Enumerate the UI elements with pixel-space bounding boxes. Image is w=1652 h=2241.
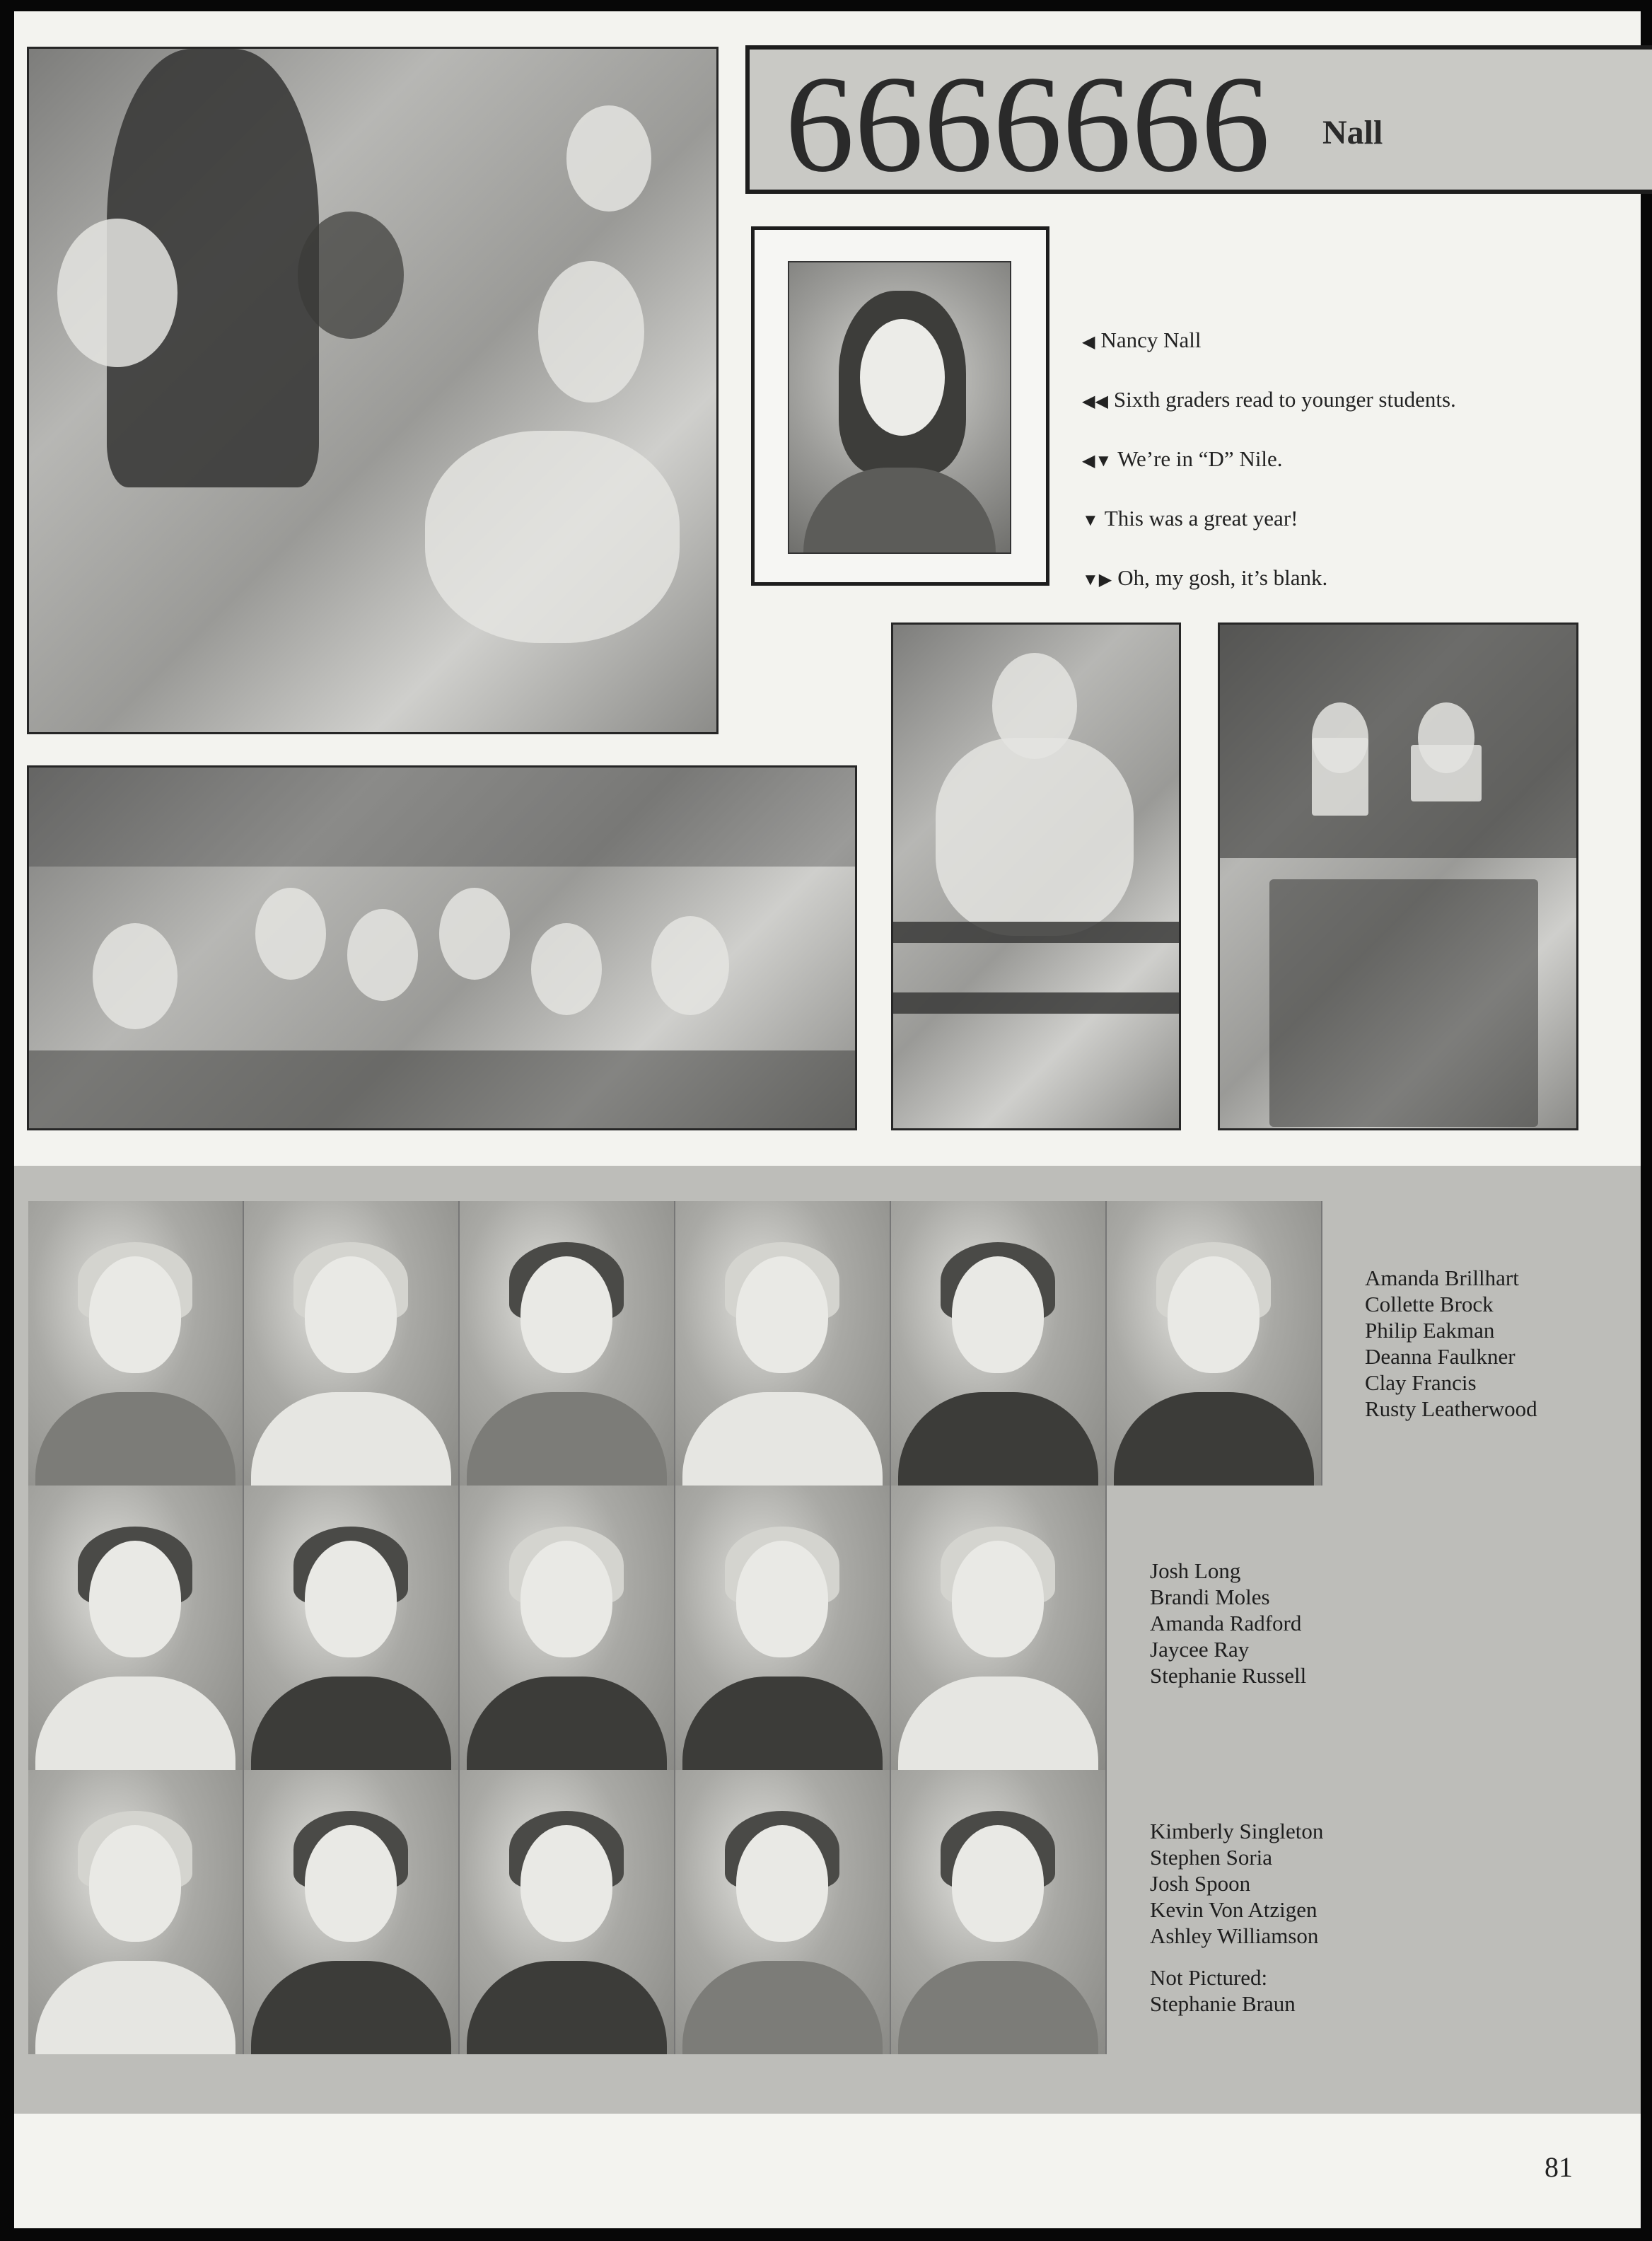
room-number: 6666666 (785, 47, 1270, 201)
photo-reading-students (27, 47, 719, 734)
student-portrait (675, 1486, 891, 1770)
portrait-row-2 (28, 1486, 1107, 1770)
student-portrait (28, 1770, 244, 2054)
student-portrait (675, 1201, 891, 1486)
student-name: Clay Francis (1365, 1370, 1477, 1395)
student-portrait (460, 1486, 675, 1770)
student-name: Ashley Williamson (1150, 1923, 1319, 1948)
photo-students-papers (1218, 622, 1578, 1130)
roster-names-row-1 (1365, 1265, 1537, 1422)
caption-text: Nancy Nall (1100, 328, 1202, 352)
student-portrait (675, 1770, 891, 2054)
student-portrait (460, 1201, 675, 1486)
student-portrait (28, 1201, 244, 1486)
caption-teacher (1082, 325, 1577, 355)
student-portrait (28, 1486, 244, 1770)
portrait-row-3 (28, 1770, 1107, 2054)
photo-student-railing (891, 622, 1181, 1130)
student-name: Amanda Brillhart (1365, 1266, 1519, 1290)
caption-arrow: ▼▶ (1082, 571, 1112, 589)
caption-student-railing (1082, 504, 1577, 533)
student-name: Stephen Soria (1150, 1845, 1273, 1870)
student-portrait (891, 1486, 1107, 1770)
student-name: Amanda Radford (1150, 1611, 1302, 1635)
caption-reading (1082, 385, 1577, 415)
student-name: Collette Brock (1365, 1292, 1494, 1316)
student-name: Josh Spoon (1150, 1871, 1251, 1896)
not-pictured-label: Not Pictured: (1150, 1965, 1268, 1990)
page-number: 81 (1545, 2151, 1573, 2183)
homeroom-title-box (745, 45, 1652, 201)
photo-library-group (27, 765, 857, 1130)
yearbook-page (14, 11, 1641, 2228)
caption-text: Sixth graders read to younger students. (1113, 387, 1456, 412)
student-name: Jaycee Ray (1150, 1637, 1250, 1662)
student-portrait (244, 1770, 460, 2054)
caption-arrow: ◀▼ (1082, 452, 1112, 470)
caption-blank-paper (1082, 563, 1577, 593)
caption-text: This was a great year! (1104, 506, 1298, 531)
class-roster-section (14, 1166, 1641, 2114)
teacher-portrait-frame (751, 226, 1049, 586)
caption-text: Oh, my gosh, it’s blank. (1117, 565, 1328, 590)
student-portrait (891, 1201, 1107, 1486)
student-name: Kevin Von Atzigen (1150, 1897, 1317, 1922)
caption-group (1082, 444, 1577, 474)
teacher-surname: Nall (1322, 114, 1383, 151)
student-portrait (1107, 1201, 1322, 1486)
caption-arrow: ▼ (1082, 511, 1099, 530)
caption-text: We’re in “D” Nile. (1117, 446, 1283, 471)
caption-arrow: ◀ (1082, 333, 1095, 352)
roster-names-row-3 (1150, 1818, 1323, 2017)
roster-names-row-2 (1150, 1558, 1306, 1689)
student-name: Kimberly Singleton (1150, 1819, 1324, 1843)
student-name-not-pictured: Stephanie Braun (1150, 1991, 1296, 2016)
student-portrait (244, 1201, 460, 1486)
photo-captions (1082, 325, 1577, 622)
teacher-portrait (788, 261, 1011, 554)
student-name: Deanna Faulkner (1365, 1344, 1516, 1369)
student-name: Brandi Moles (1150, 1585, 1270, 1609)
student-name: Rusty Leatherwood (1365, 1396, 1537, 1421)
portrait-row-1 (28, 1201, 1322, 1486)
student-portrait (460, 1770, 675, 2054)
student-name: Stephanie Russell (1150, 1663, 1307, 1688)
student-portrait (891, 1770, 1107, 2054)
student-name: Philip Eakman (1365, 1318, 1495, 1343)
student-portrait (244, 1486, 460, 1770)
caption-arrow: ◀◀ (1082, 393, 1108, 411)
student-name: Josh Long (1150, 1558, 1241, 1583)
